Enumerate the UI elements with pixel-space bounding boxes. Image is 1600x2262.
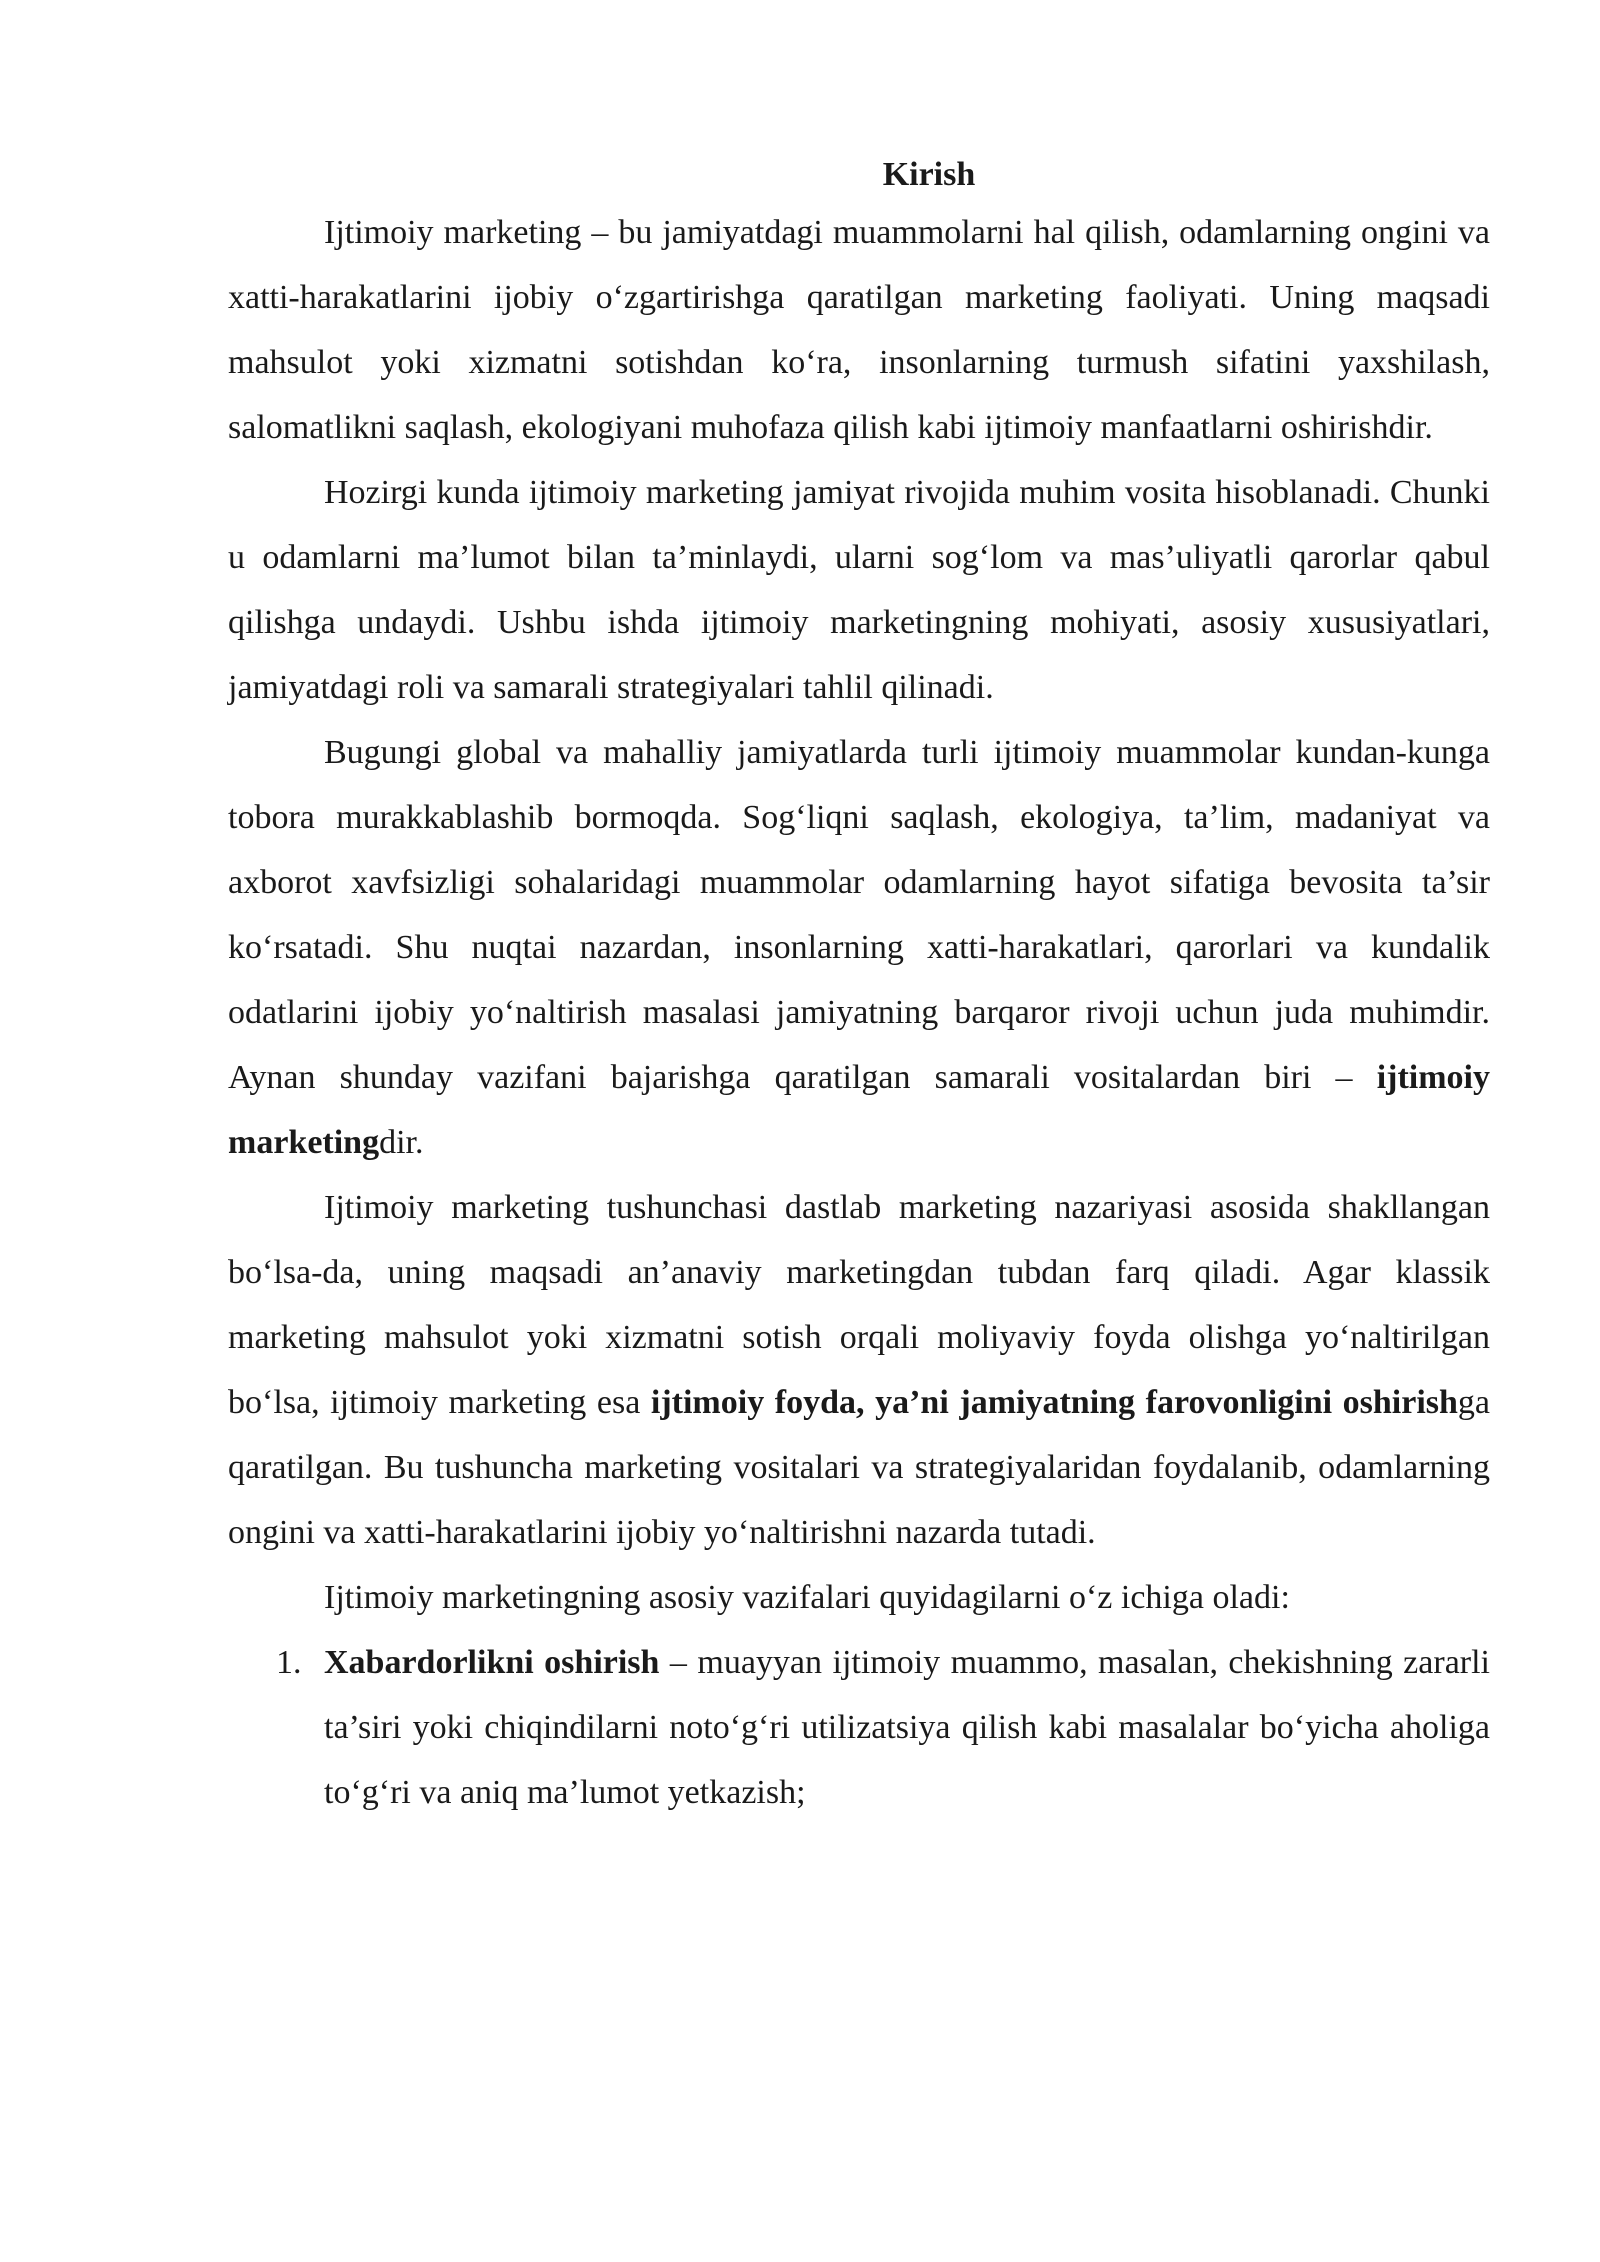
list-item <box>228 1630 1490 1825</box>
tasks-list <box>228 1630 1490 1825</box>
paragraph-3 <box>228 720 1490 1175</box>
paragraph-3-bold: ijtimoiy marketing <box>228 1059 1490 1161</box>
paragraph-5 <box>228 1565 1490 1630</box>
list-item-bold: Xabardorlikni oshirish <box>324 1644 660 1681</box>
document-page <box>228 150 1490 1825</box>
paragraph-4-text: Ijtimoiy marketing tushunchasi dastlab marketing nazariyasi asosida shakllangan bo‘lsa-da, uning maqsadi an’anaviy marketingdan tubdan farq qiladi. Agar klassik marketing mahsulot yoki xizmatni sotish orqali moliyaviy foyda olishga yo‘naltirilgan bo‘lsa, ijtimoiy marketing esa <box>228 1189 1490 1421</box>
paragraph-1 <box>228 200 1490 460</box>
paragraph-3-suffix: dir. <box>379 1124 424 1161</box>
paragraph-3-text: Bugungi global va mahalliy jamiyatlarda turli ijtimoiy muammolar kundan-kunga tobora murakkablashib bormoqda. Sog‘liqni saqlash, ekologiya, ta’lim, madaniyat va axborot xavfsizligi sohalaridagi muammolar odamlarning hayot sifatiga bevosita ta’sir ko‘rsatadi. Shu nuqtai nazardan, insonlarning xatti-harakatlari, qarorlari va kundalik odatlarini ijobiy yo‘naltirish masalasi jamiyatning barqaror rivoji uchun juda muhimdir. Aynan shunday vazifani bajarishga qaratilgan samarali vositalardan biri – <box>228 734 1490 1096</box>
paragraph-2-text: Hozirgi kunda ijtimoiy marketing jamiyat rivojida muhim vosita hisoblanadi. Chunki u odamlarni ma’lumot bilan ta’minlaydi, ularni sog‘lom va mas’uliyatli qarorlar qabul qilishga undaydi. Ushbu ishda ijtimoiy marketingning mohiyati, asosiy xususiyatlari, jamiyatdagi roli va samarali strategiyalari tahlil qilinadi. <box>228 474 1490 706</box>
page-title: Kirish <box>882 156 976 193</box>
paragraph-2 <box>228 460 1490 720</box>
list-item-number: 1. <box>276 1644 302 1681</box>
paragraph-5-text: Ijtimoiy marketingning asosiy vazifalari quyidagilarni o‘z ichiga oladi: <box>324 1579 1290 1616</box>
list-item-text: – muayyan ijtimoiy muammo, masalan, chekishning zararli ta’siri yoki chiqindilarni noto‘g‘ri utilizatsiya qilish kabi masalalar bo‘yicha aholiga to‘g‘ri va aniq ma’lumot yetkazish; <box>324 1644 1490 1811</box>
paragraph-4-bold: ijtimoiy foyda, ya’ni jamiyatning farovonligini oshirish <box>650 1384 1458 1421</box>
paragraph-1-text: Ijtimoiy marketing – bu jamiyatdagi muammolarni hal qilish, odamlarning ongini va xatti-harakatlarini ijobiy o‘zgartirishga qaratilgan marketing faoliyati. Uning maqsadi mahsulot yoki xizmatni sotishdan ko‘ra, insonlarning turmush sifatini yaxshilash, salomatlikni saqlash, ekologiyani muhofaza qilish kabi ijtimoiy manfaatlarni oshirishdir. <box>228 214 1490 446</box>
paragraph-4 <box>228 1175 1490 1565</box>
paragraph-4-suffix: ga qaratilgan. Bu tushuncha marketing vositalari va strategiyalaridan foydalanib, odamlarning ongini va xatti-harakatlarini ijobiy yo‘naltirishni nazarda tutadi. <box>228 1384 1490 1551</box>
